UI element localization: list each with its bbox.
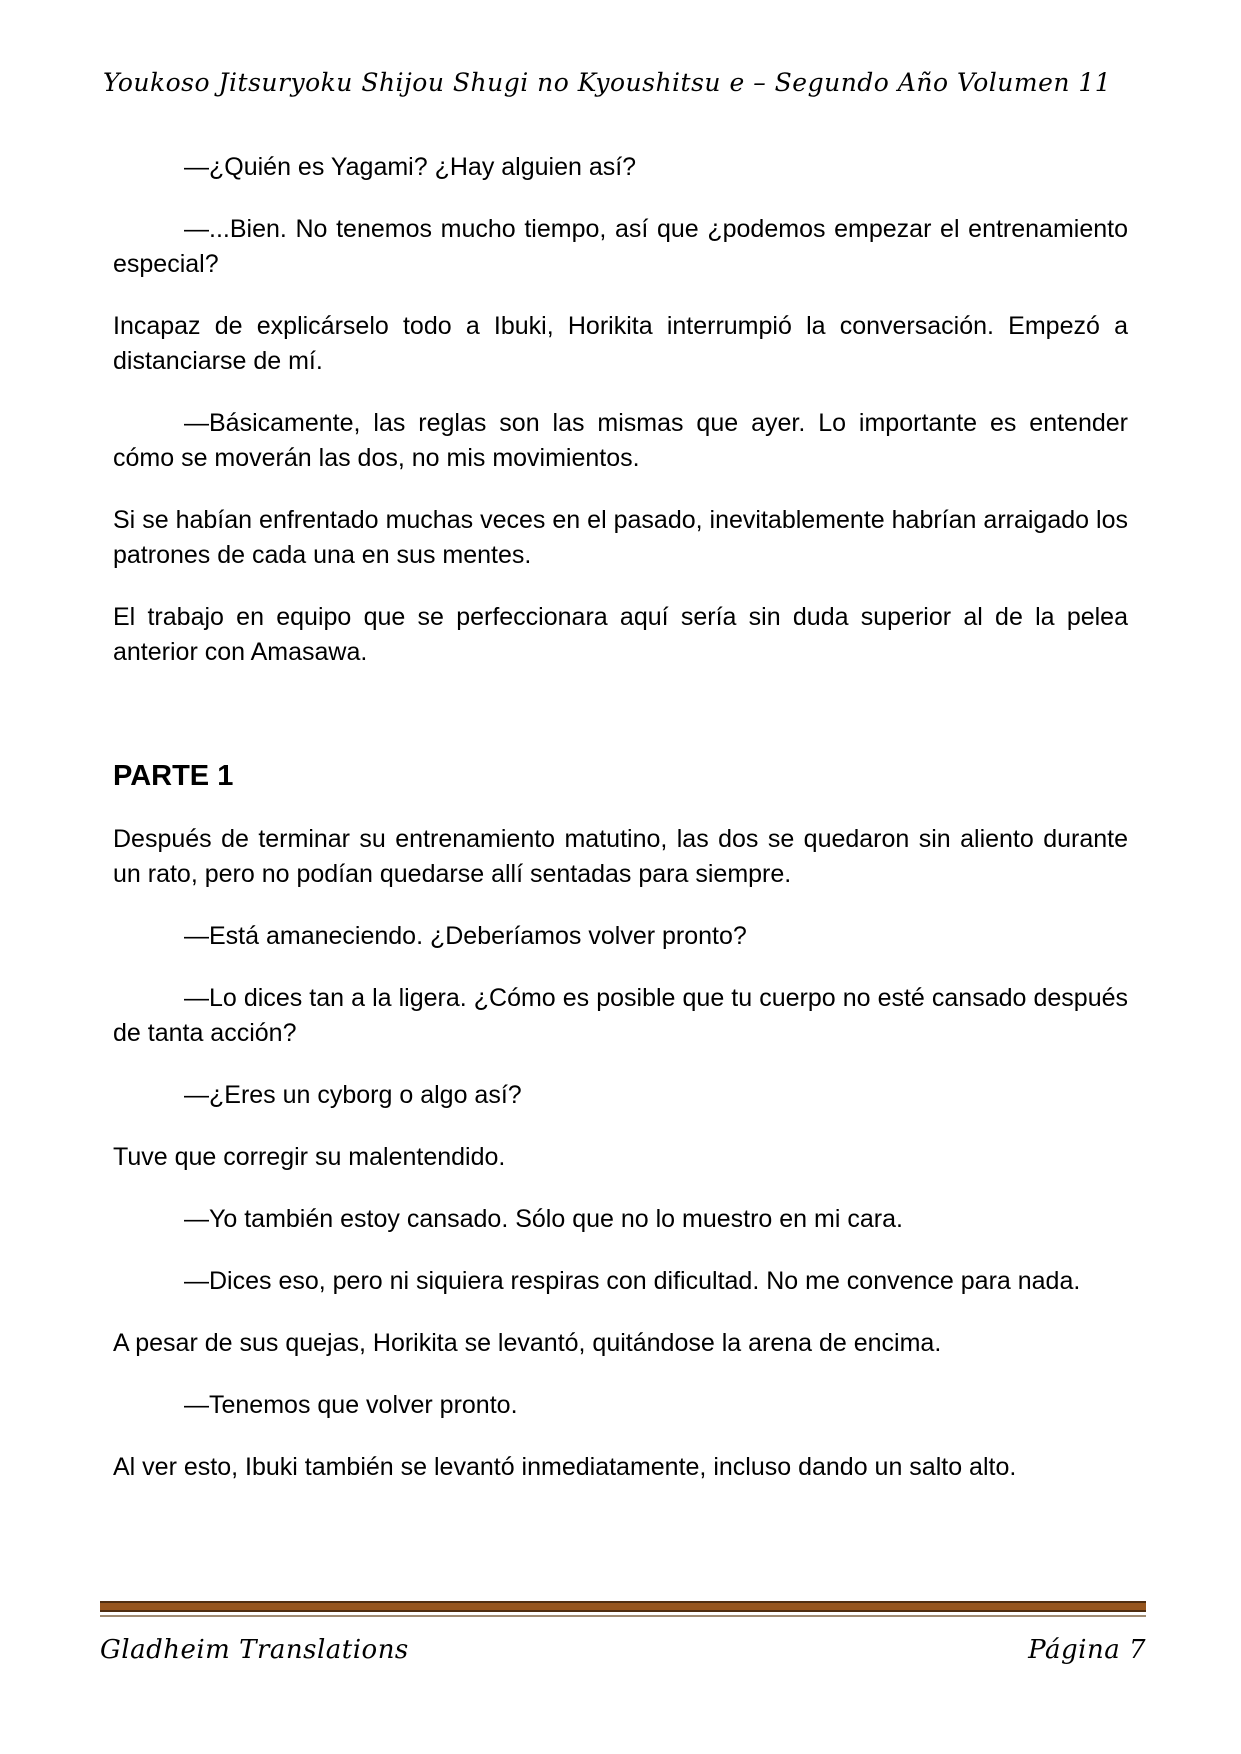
paragraph-narration: A pesar de sus quejas, Horikita se levantó, quitándose la arena de encima. xyxy=(113,1329,942,1357)
paragraph-narration: Si se habían enfrentado muchas veces en el pasado, inevitablemente habrían arraigado los patrones de cada una en sus mentes. xyxy=(113,506,1128,569)
footer-separator-thick-rule xyxy=(100,1601,1146,1612)
page-header-title: Youkoso Jitsuryoku Shijou Shugi no Kyoushitsu e – Segundo Año Volumen 11 xyxy=(103,68,1112,97)
paragraph-dialogue: —...Bien. No tenemos mucho tiempo, así que ¿podemos empezar el entrenamiento especial? xyxy=(113,215,1128,278)
paragraph-narration: Tuve que corregir su malentendido. xyxy=(113,1143,506,1171)
paragraph-dialogue: —¿Quién es Yagami? ¿Hay alguien así? xyxy=(184,153,637,181)
paragraph-dialogue: —Básicamente, las reglas son las mismas que ayer. Lo importante es entender cómo se moverán las dos, no mis movimientos. xyxy=(113,409,1128,472)
paragraph-narration: El trabajo en equipo que se perfeccionara aquí sería sin duda superior al de la pelea anterior con Amasawa. xyxy=(113,603,1128,666)
paragraph-dialogue: —Está amaneciendo. ¿Deberíamos volver pronto? xyxy=(184,922,747,950)
page-footer xyxy=(100,1601,1146,1665)
document-body xyxy=(113,150,1128,1512)
paragraph-dialogue: —Yo también estoy cansado. Sólo que no lo muestro en mi cara. xyxy=(184,1205,903,1233)
paragraph-dialogue: —Lo dices tan a la ligera. ¿Cómo es posible que tu cuerpo no esté cansado después de tanta acción? xyxy=(113,984,1128,1047)
paragraph-dialogue: —Tenemos que volver pronto. xyxy=(184,1391,518,1419)
footer-separator-thin-rule xyxy=(100,1615,1146,1617)
paragraph-narration: Después de terminar su entrenamiento matutino, las dos se quedaron sin aliento durante un rato, pero no podían quedarse allí sentadas para siempre. xyxy=(113,825,1128,888)
section-heading-parte-1: PARTE 1 xyxy=(113,760,234,792)
footer-page-number: Página 7 xyxy=(1028,1635,1146,1665)
paragraph-dialogue: —Dices eso, pero ni siquiera respiras con dificultad. No me convence para nada. xyxy=(184,1267,1081,1295)
paragraph-narration: Al ver esto, Ibuki también se levantó inmediatamente, incluso dando un salto alto. xyxy=(113,1453,1017,1481)
footer-translator-credit: Gladheim Translations xyxy=(100,1635,409,1665)
paragraph-dialogue: —¿Eres un cyborg o algo así? xyxy=(184,1081,522,1109)
paragraph-narration: Incapaz de explicárselo todo a Ibuki, Horikita interrumpió la conversación. Empezó a distanciarse de mí. xyxy=(113,312,1128,375)
